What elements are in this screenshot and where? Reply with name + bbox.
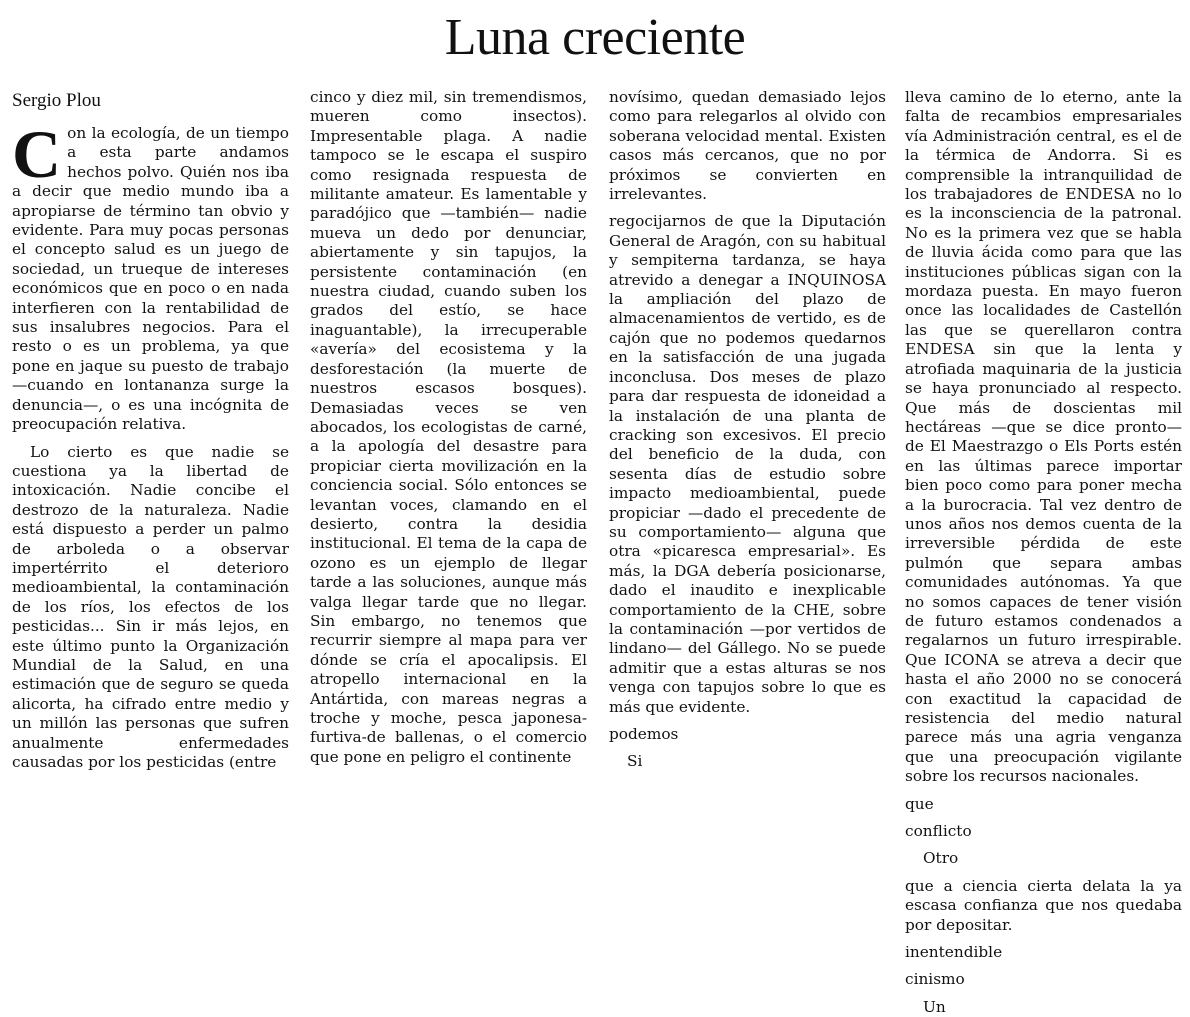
article-paragraph-5-continued-continued-continued: que a ciencia cierta delata la ya escasa confianza que nos quedaba por depositar. — [905, 876, 1182, 934]
article-paragraph-5: Un — [923, 997, 946, 1016]
author-byline: Sergio Plou — [12, 90, 101, 111]
article-paragraph-4-continued-continued-continued: lleva camino de lo eterno, ante la falta de recambios empresariales vía Administración central, es el de la térmica de Andorra. Si es comprensible la intranquilidad de los trabajadores de ENDESA no lo es la inconsciencia de la patronal. No es la primera vez que se habla de lluvia ácida como para que las instituciones públicas sigan con la mordaza puesta. En mayo fueron once las localidades de Castellón las que se querellaron contra ENDESA sin que la lenta y atrofiada maquinaria de la justicia se haya pronunciado al respecto. Que más de doscientas mil hectáreas —que se dice pronto— de El Maestrazgo o Els Ports estén en las últimas parece importar bien poco como para poner mecha a la burocracia. Tal vez dentro de unos años nos demos cuenta de la irreversible pérdida de este pulmón que separa ambas comunidades autónomas. Ya que no somos capaces de tener visión de futuro estamos condenados a regalarnos un futuro irrespirable. Que ICONA se atreva a decir que hasta el año 2000 no se conocerá con exactitud la capacidad de resistencia del medio natural parece más una agria venganza que una preocupación vigilante sobre los recursos nacionales. — [905, 88, 1182, 786]
article-paragraph-4-continued: conflicto — [905, 822, 972, 841]
column-3 — [609, 88, 886, 790]
article-title: Luna creciente — [444, 9, 746, 66]
article-paragraph-4: Otro — [923, 849, 959, 868]
drop-cap: C — [12, 116, 62, 192]
article-paragraph-5-continued: cinismo — [905, 970, 965, 989]
article-paragraph-3-continued: podemos — [609, 725, 679, 743]
article-paragraph-3-continued-continued: regocijarnos de que la Diputación General de Aragón, con su habitual y sempiterna tardanza, se haya atrevido a denegar a INQUINOSA la ampliación del plazo de almacenamientos de vertido, es de cajón que no podemos quedarnos en la satisfacción de una jugada inconclusa. Dos meses de plazo para dar respuesta de idoneidad a la instalación de una planta de cracking son excesivos. El precio del beneficio de la duda, con sesenta días de estudio sobre impacto medioambiental, puede propiciar —dado el precedente de su comportamiento— alguna que otra «picaresca empresarial». Es más, la DGA debería posicionarse, dado el inaudito e inexplicable comportamiento de la CHE, sobre la contaminación —por vertidos de lindano— del Gállego. No se puede admitir que a estas alturas se nos venga con tapujos sobre lo que es más que evidente. — [609, 212, 886, 716]
article-paragraph-3: Si — [627, 752, 643, 771]
column-2 — [310, 88, 587, 790]
article-paragraph-2: Lo cierto es que nadie se cuestiona ya la libertad de intoxicación. Nadie concibe el destrozo de la naturaleza. Nadie está dispuesto a perder un palmo de arboleda o a observar impertérrito el deterioro medioambiental, la contaminación de los ríos, los efectos de los pesticidas... Sin ir más lejos, en este último punto la Organización Mundial de la Salud, en una estimación que de seguro se queda alicorta, ha cifrado entre medio y un millón las personas que sufren anualmente enfermedades causadas por los pesticidas (entre — [12, 442, 289, 771]
article-paragraph-2-continued-continued: novísimo, quedan demasiado lejos como para relegarlos al olvido con soberana velocidad mental. Existen casos más cercanos, que no por próximos se convierten en irrelevantes. — [609, 88, 886, 204]
paragraph-1-text: on la ecología, de un tiempo a esta parte andamos hechos polvo. Quién nos iba a decir que medio mundo iba a apropiarse de término tan obvio y evidente. Para muy pocas personas el concepto salud es un juego de sociedad, un trueque de intereses económicos que en poco o en nada interfieren con la rentabilidad de sus insalubres negocios. Para el resto o es un problema, ya que pone en jaque su puesto de trabajo —cuando en lontananza surge la denuncia—, o es una incógnita de preocupación relativa. — [12, 124, 289, 434]
article-paragraph-5-continued-continued: inentendible — [905, 943, 1003, 962]
article-paragraph-1 — [12, 116, 289, 435]
column-4 — [905, 88, 1182, 1016]
article-paragraph-4-continued-continued: que — [905, 794, 934, 813]
column-1 — [12, 88, 289, 790]
article-paragraph-2-continued: cinco y diez mil, sin tremendismos, mueren como insectos). Impresentable plaga. A nadie tampoco se le escapa el suspiro como resignada respuesta de militante amateur. Es lamentable y paradójico que —también— nadie mueva un dedo por denunciar, abiertamente y sin tapujos, la persistente contaminación (en nuestra ciudad, cuando suben los grados del estío, se hace inaguantable), la irrecuperable «avería» del ecosistema y la desforestación (la muerte de nuestros escasos bosques). Demasiadas veces se ven abocados, los ecologistas de carné, a la apología del desastre para propiciar cierta movilización en la conciencia social. Sólo entonces se levantan voces, clamando en el desierto, contra la desidia institucional. El tema de la capa de ozono es un ejemplo de llegar tarde a las soluciones, aunque más valga llegar tarde que no llegar. Sin embargo, no tenemos que recurrir siempre al mapa para ver dónde se cría el apocalipsis. El atropello internacional en la Antártida, con mareas negras a troche y moche, pesca japonesa-furtiva-de ballenas, o el comercio que pone en peligro el continente — [310, 88, 587, 766]
